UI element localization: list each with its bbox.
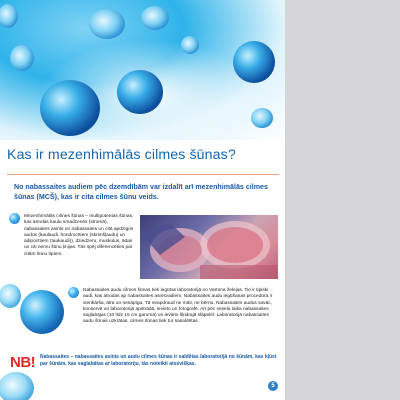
page-title: Kas ir mezenhimālās cilmes šūnas? — [7, 147, 236, 163]
nb-label: NB! — [10, 354, 36, 371]
cell-bullet-icon — [9, 213, 20, 224]
paragraph-msc-definition: Mezenhimālās cilmes šūnas – multipotentas šūnas, kas atrodas kaulu smadzenēs (stromā), nabassaites asinīs un nabassaites un citā apdzīgos audos (kaulaudi, hondrocītiem (skrimšļaudu) un adipocītiem (taukaudi)), dziedzeru, muskulus, ādas un citi nervu šūnu ļinijas. Tās spēj diferencēties par citām šūnu tipiem. — [24, 214, 134, 257]
blue-cells-icon — [0, 0, 285, 140]
paragraph-umbilical-tissue: Nabassaites audu cilmes šūnas tiek iegūtas laboratorijā no Vartona želejas. Tie ir tipiski audi, kas atrodas ap nabassaites asinsvadiem. Nabassaites audu iegūšanas procedūra ir vienkārša, ātra un nesāpīga. Tā neapdraud ne māti, ne bērnu. Nabassaites audus savāc, konservē un laboratorijā apstrādā, ievieto un fotografē. Arī pēc vesela laika nabassaites saglabājas (10 līdz 15 cm garumā) un ievieto šķidrajā slāpeklī. Laboratorijā nabassaites audu šūnas uzkrātas, cilmes šūnas tiek tur sasaldētas. — [83, 288, 273, 325]
intro-subtitle: No nabassaites audiem pēc dzemdībām var izdalīt arī mezenhimālās cilmes šūnas (MCŠ), kas ir cita cilmes šūnu veids. — [14, 183, 268, 201]
bottom-cells-illustration — [0, 280, 85, 400]
title-divider — [7, 174, 279, 175]
page-number-badge: 5 — [268, 381, 278, 391]
hero-cell-illustration — [0, 0, 285, 140]
nb-note: Nabassaites – nabassaites asinis un audu cilmes šūnas ir saldētas laboratorijā no šūnām, kas kļūst par šūnām, kas saglabātas ar laboratoriju, tās noteikti atsevišķas. — [40, 354, 277, 367]
lab-petri-dish-photo — [140, 215, 278, 279]
viewer-gray-margin — [285, 0, 400, 400]
